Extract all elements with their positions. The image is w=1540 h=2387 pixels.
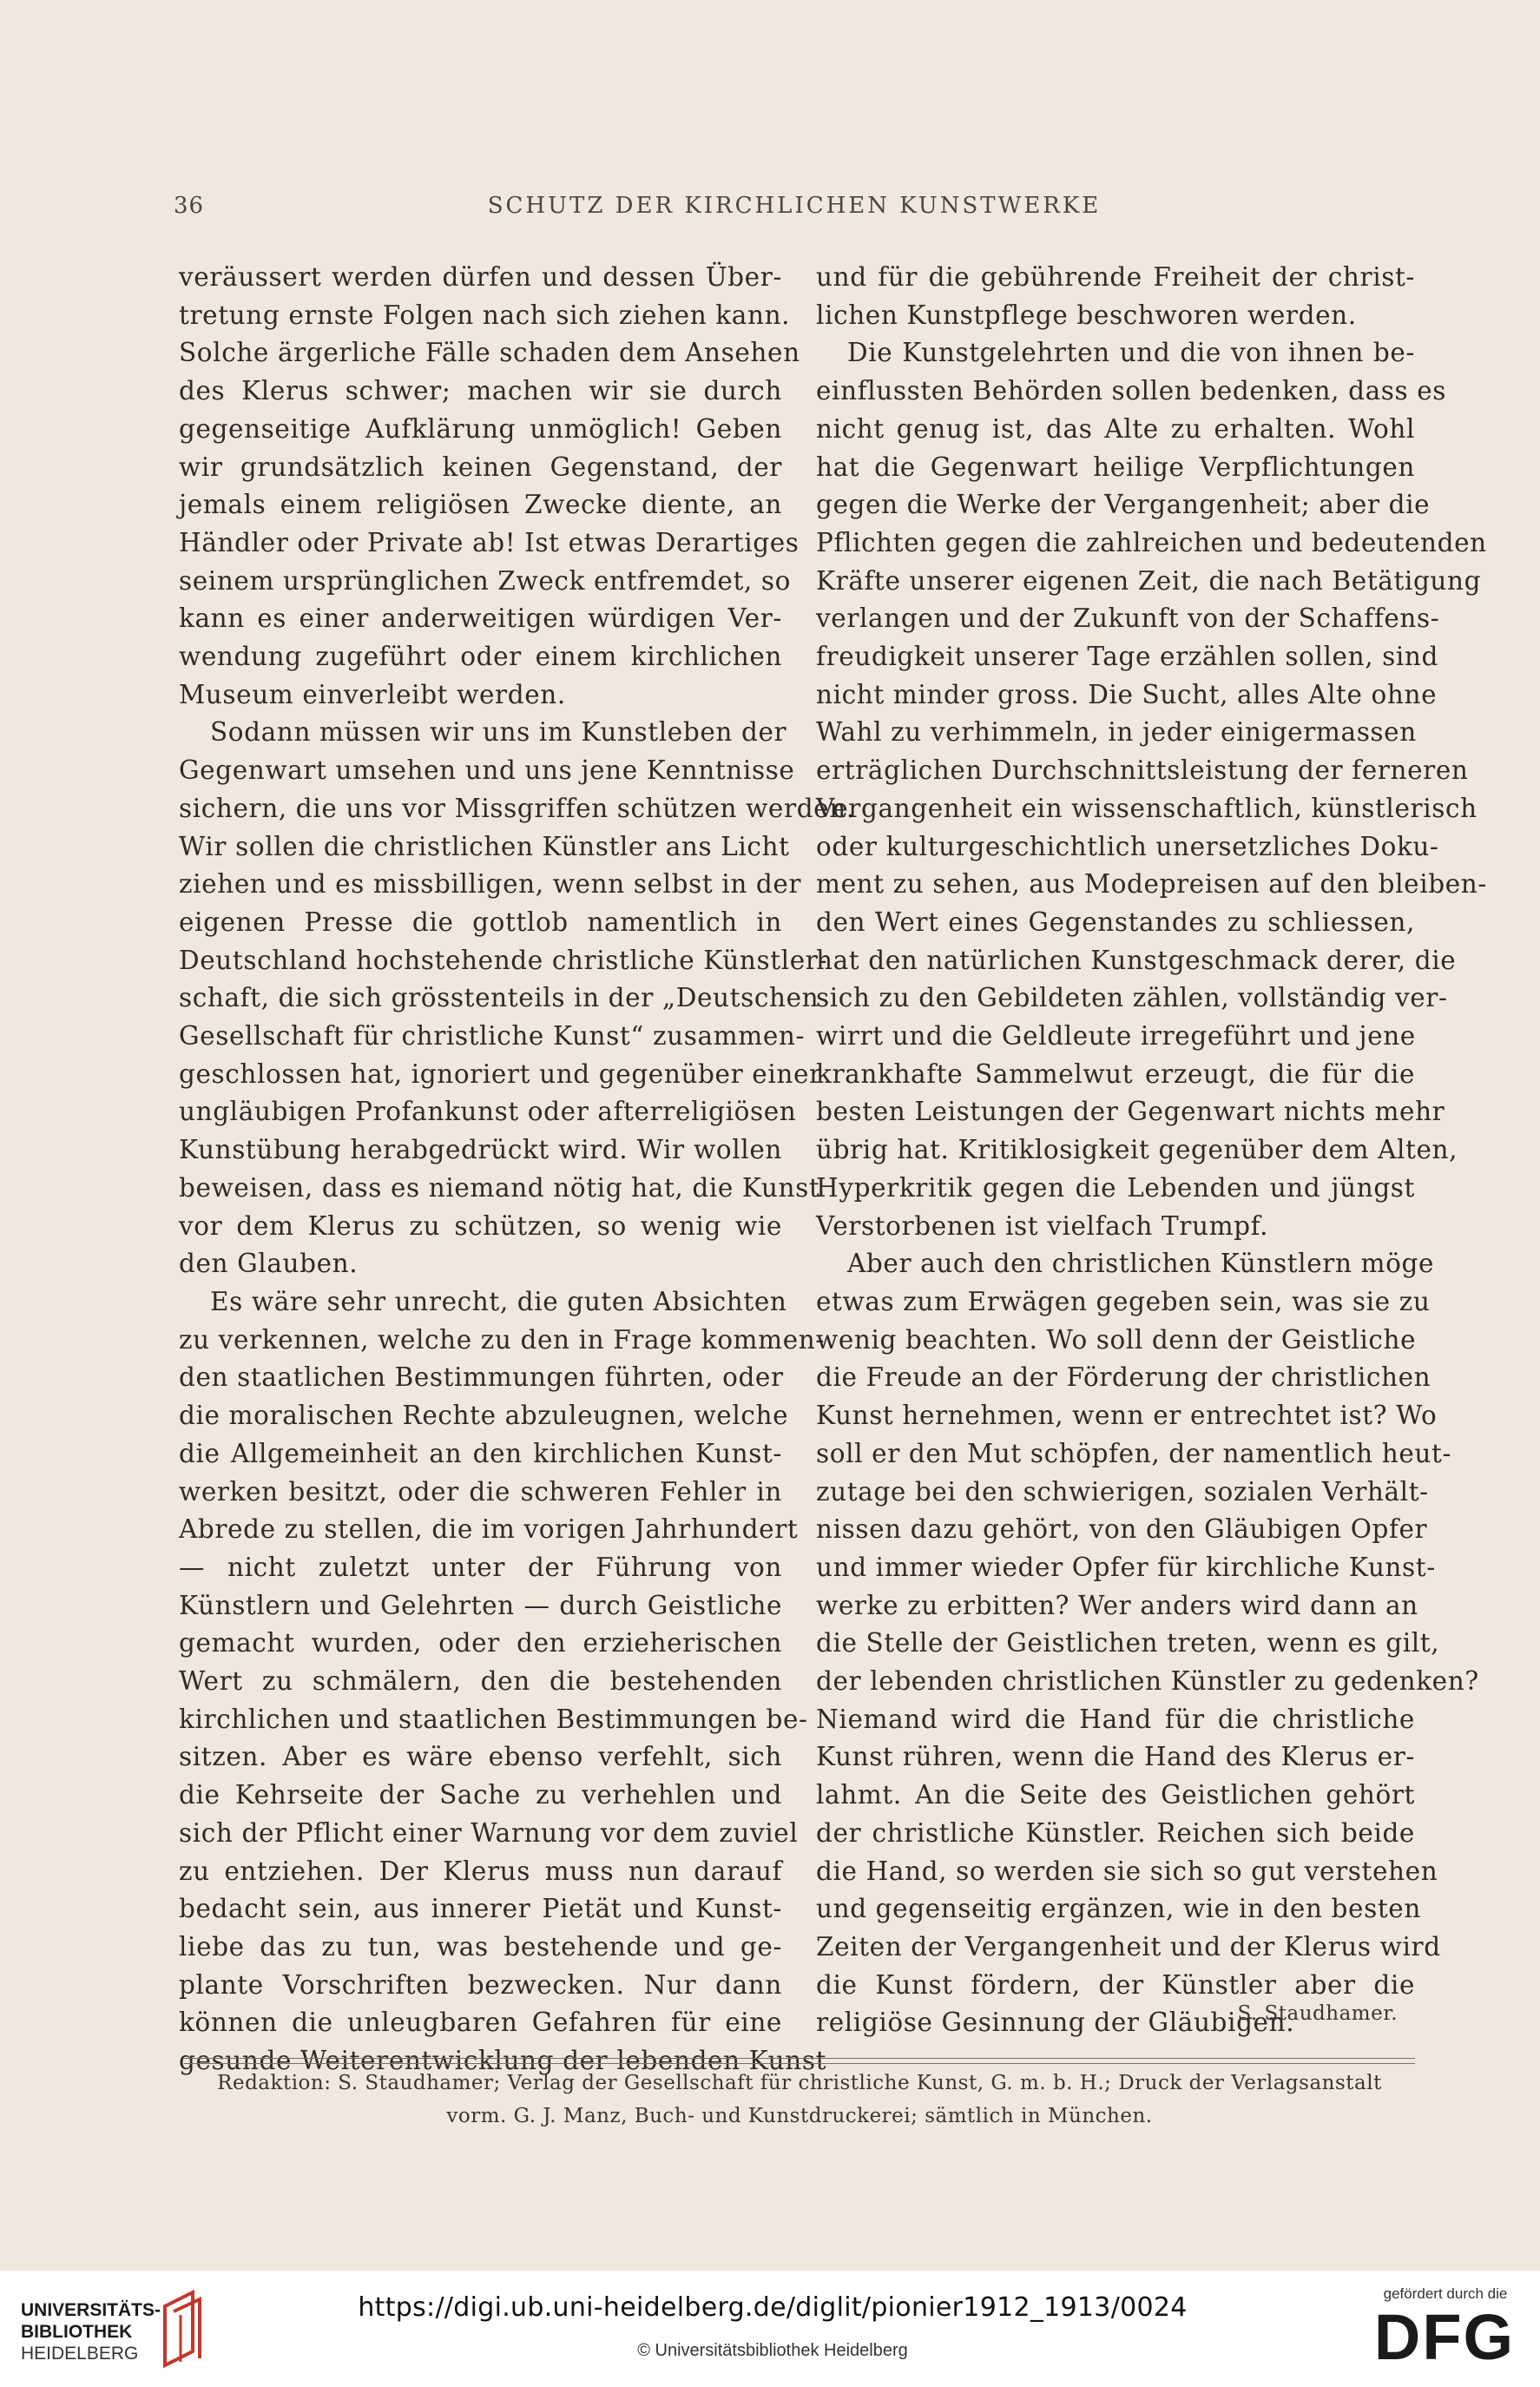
text-line: Vergangenheit ein wissenschaftlich, künstlerisch xyxy=(816,793,1477,823)
text-line: Deutschland hochstehende christliche Künstler- xyxy=(179,945,828,975)
author-signature: S. Staudhamer. xyxy=(1237,2002,1398,2025)
text-line: die Freude an der Förderung der christlichen xyxy=(816,1362,1431,1393)
text-line: vor dem Klerus zu schützen, so wenig wie xyxy=(179,1210,782,1241)
library-name-line-3: HEIDELBERG xyxy=(21,2344,139,2364)
text-line: sich zu den Gebildeten zählen, vollständig ver- xyxy=(816,983,1448,1013)
text-line: Kunstübung herabgedrückt wird. Wir wollen xyxy=(179,1135,782,1165)
text-line: den Wert eines Gegenstandes zu schliessen, xyxy=(816,907,1415,937)
text-line: wirrt und die Geldleute irregeführt und jene xyxy=(816,1021,1416,1052)
text-line: Pflichten gegen die zahlreichen und bedeutenden xyxy=(816,527,1487,557)
left-text-column xyxy=(179,259,855,2080)
text-line: sichern, die uns vor Missgriffen schützen werden. xyxy=(179,793,855,823)
footer-bar xyxy=(0,2271,1540,2387)
text-line: der lebenden christlichen Künstler zu gedenken? xyxy=(816,1666,1479,1697)
text-line: freudigkeit unserer Tage erzählen sollen, sind xyxy=(816,642,1439,672)
text-line: die Kehrseite der Sache zu verhehlen und xyxy=(179,1780,782,1810)
text-line: den Glauben. xyxy=(179,1249,359,1279)
text-line: den staatlichen Bestimmungen führten, oder xyxy=(179,1362,784,1393)
text-line: Kunst hernehmen, wenn er entrechtet ist? Wo xyxy=(816,1401,1438,1431)
imprint-divider-bottom xyxy=(184,2063,1415,2064)
text-line: wendung zugeführt oder einem kirchlichen xyxy=(179,642,782,672)
text-line: gegenseitige Aufklärung unmöglich! Geben xyxy=(179,413,782,444)
text-line: Wir sollen die christlichen Künstler ans Licht xyxy=(179,831,790,861)
imprint-line-2: vorm. G. J. Manz, Buch- und Kunstdruckerei; sämtlich in München. xyxy=(446,2105,1153,2127)
text-line: wenig beachten. Wo soll denn der Geistliche xyxy=(816,1324,1417,1355)
text-line: Es wäre sehr unrecht, die guten Absichten xyxy=(210,1286,787,1316)
text-line: hat die Gegenwart heilige Verpflichtungen xyxy=(816,452,1415,482)
text-line: gemacht wurden, oder den erzieherischen xyxy=(179,1628,782,1658)
text-line: liebe das zu tun, was bestehende und ge- xyxy=(179,1931,782,1962)
text-line: einflussten Behörden sollen bedenken, dass es xyxy=(816,376,1447,406)
text-line: die Allgemeinheit an den kirchlichen Kunst- xyxy=(179,1438,782,1468)
text-line: des Klerus schwer; machen wir sie durch xyxy=(179,376,782,406)
text-line: zutage bei den schwierigen, sozialen Verhält- xyxy=(816,1476,1429,1507)
text-line: Zeiten der Vergangenheit und der Klerus wird xyxy=(816,1931,1441,1962)
text-line: Aber auch den christlichen Künstlern möge xyxy=(847,1249,1435,1279)
library-name-line-1: UNIVERSITÄTS- xyxy=(21,2300,161,2320)
text-line: bedacht sein, aus innerer Pietät und Kunst- xyxy=(179,1894,782,1924)
text-line: Die Kunstgelehrten und die von ihnen be- xyxy=(847,338,1415,368)
imprint xyxy=(184,2067,1415,2133)
text-line: die moralischen Rechte abzuleugnen, welche xyxy=(179,1401,789,1431)
text-line: Kräfte unserer eigenen Zeit, die nach Betätigung xyxy=(816,565,1482,596)
text-line: zu entziehen. Der Klerus muss nun darauf xyxy=(179,1856,782,1886)
text-line: zu verkennen, welche zu den in Frage kommen- xyxy=(179,1324,825,1355)
text-line: verlangen und der Zukunft von der Schaffens- xyxy=(816,603,1440,634)
text-line: erträglichen Durchschnittsleistung der ferneren xyxy=(816,755,1469,786)
running-title: SCHUTZ DER KIRCHLICHEN KUNSTWERKE xyxy=(487,193,1102,219)
right-text-column xyxy=(816,259,1487,2042)
text-line: die Kunst fördern, der Künstler aber die xyxy=(816,1969,1415,2000)
text-line: seinem ursprünglichen Zweck entfremdet, so xyxy=(179,565,791,596)
permalink-url[interactable]: https://digi.ub.uni-heidelberg.de/diglit/pionier1912_1913/0024 xyxy=(358,2292,1188,2323)
text-line: Wert zu schmälern, den die bestehenden xyxy=(179,1666,782,1697)
text-line: krankhafte Sammelwut erzeugt, die für die xyxy=(816,1058,1415,1089)
text-line: Gesellschaft für christliche Kunst“ zusammen- xyxy=(179,1021,806,1052)
text-line: kirchlichen und staatlichen Bestimmungen be- xyxy=(179,1704,808,1734)
copyright-notice: © Universitätsbibliothek Heidelberg xyxy=(637,2341,908,2360)
text-line: und gegenseitig ergänzen, wie in den besten xyxy=(816,1894,1421,1924)
text-line: Händler oder Private ab! Ist etwas Derartiges xyxy=(179,527,800,557)
text-line: gegen die Werke der Vergangenheit; aber die xyxy=(816,490,1431,520)
text-line: hat den natürlichen Kunstgeschmack derer, die xyxy=(816,945,1457,975)
text-line: Abrede zu stellen, die im vorigen Jahrhundert xyxy=(179,1514,799,1545)
text-line: jemals einem religiösen Zwecke diente, an xyxy=(179,490,782,520)
text-line: gesunde Weiterentwicklung der lebenden Kunst xyxy=(179,2046,827,2076)
text-line: plante Vorschriften bezwecken. Nur dann xyxy=(179,1969,782,2000)
imprint-divider-top xyxy=(184,2058,1415,2059)
text-line: beweisen, dass es niemand nötig hat, die Kunst xyxy=(179,1172,820,1203)
text-line: etwas zum Erwägen gegeben sein, was sie zu xyxy=(816,1286,1431,1316)
text-line: werke zu erbitten? Wer anders wird dann an xyxy=(816,1590,1418,1620)
text-line: Hyperkritik gegen die Lebenden und jüngst xyxy=(816,1172,1415,1203)
text-line: Solche ärgerliche Fälle schaden dem Ansehen xyxy=(179,338,800,368)
library-mark-icon xyxy=(158,2289,207,2369)
text-line: Gegenwart umsehen und uns jene Kenntnisse xyxy=(179,755,795,786)
text-line: kann es einer anderweitigen würdigen Ver- xyxy=(179,603,782,634)
text-line: nicht minder gross. Die Sucht, alles Alte ohne xyxy=(816,679,1438,709)
library-logo[interactable] xyxy=(21,2299,161,2364)
text-line: ziehen und es missbilligen, wenn selbst in der xyxy=(179,869,802,900)
text-line: ment zu sehen, aus Modepreisen auf den bleiben- xyxy=(816,869,1487,900)
text-line: Niemand wird die Hand für die christliche xyxy=(816,1704,1415,1734)
text-line: der christliche Künstler. Reichen sich beide xyxy=(816,1817,1415,1848)
text-line: oder kulturgeschichtlich unersetzliches Doku- xyxy=(816,831,1439,861)
text-line: Wahl zu verhimmeln, in jeder einigermassen xyxy=(816,717,1417,748)
text-line: geschlossen hat, ignoriert und gegenüber einer xyxy=(179,1058,822,1089)
text-line: nicht genug ist, das Alte zu erhalten. Wohl xyxy=(816,413,1415,444)
text-line: religiöse Gesinnung der Gläubigen. xyxy=(816,2008,1295,2038)
text-line: Kunst rühren, wenn die Hand des Klerus er- xyxy=(816,1742,1415,1772)
text-line: schaft, die sich grösstenteils in der „Deutschen xyxy=(179,983,819,1013)
text-line: sitzen. Aber es wäre ebenso verfehlt, sich xyxy=(179,1742,782,1772)
text-line: ungläubigen Profankunst oder afterreligiösen xyxy=(179,1097,797,1127)
text-line: eigenen Presse die gottlob namentlich in xyxy=(179,907,782,937)
text-line: übrig hat. Kritiklosigkeit gegenüber dem Alten, xyxy=(816,1135,1458,1165)
text-line: können die unleugbaren Gefahren für eine xyxy=(179,2008,782,2038)
text-line: die Hand, so werden sie sich so gut verstehen xyxy=(816,1856,1438,1886)
text-line: Verstorbenen ist vielfach Trumpf. xyxy=(816,1210,1269,1241)
text-line: und immer wieder Opfer für kirchliche Kunst- xyxy=(816,1552,1436,1582)
text-line: Sodann müssen wir uns im Kunstleben der xyxy=(210,717,787,748)
text-line: die Stelle der Geistlichen treten, wenn es gilt, xyxy=(816,1628,1440,1658)
text-line: lahmt. An die Seite des Geistlichen gehört xyxy=(816,1780,1415,1810)
imprint-line-1: Redaktion: S. Staudhamer; Verlag der Gesellschaft für christliche Kunst, G. m. b. H.; Druck der Verlagsanstalt xyxy=(217,2072,1382,2094)
text-line: — nicht zuletzt unter der Führung von xyxy=(179,1552,782,1582)
text-line: veräussert werden dürfen und dessen Über- xyxy=(179,262,782,292)
text-line: tretung ernste Folgen nach sich ziehen kann. xyxy=(179,300,791,330)
text-line: sich der Pflicht einer Warnung vor dem zuviel xyxy=(179,1817,799,1848)
text-line: Künstlern und Gelehrten — durch Geistliche xyxy=(179,1590,782,1620)
dfg-logo[interactable]: DFG xyxy=(1373,2301,1516,2373)
page-number: 36 xyxy=(174,193,205,219)
text-line: lichen Kunstpflege beschworen werden. xyxy=(816,300,1357,330)
text-line: Museum einverleibt werden. xyxy=(179,679,566,709)
text-line: soll er den Mut schöpfen, der namentlich heut- xyxy=(816,1438,1452,1468)
page-header xyxy=(174,193,1415,227)
text-line: besten Leistungen der Gegenwart nichts mehr xyxy=(816,1097,1445,1127)
text-line: und für die gebührende Freiheit der christ- xyxy=(816,262,1415,292)
text-line: wir grundsätzlich keinen Gegenstand, der xyxy=(179,452,782,482)
text-line: nissen dazu gehört, von den Gläubigen Opfer xyxy=(816,1514,1428,1545)
text-line: werken besitzt, oder die schweren Fehler in xyxy=(179,1476,782,1507)
funding-label: gefördert durch die xyxy=(1383,2285,1508,2302)
library-name-line-2: BIBLIOTHEK xyxy=(21,2322,133,2342)
